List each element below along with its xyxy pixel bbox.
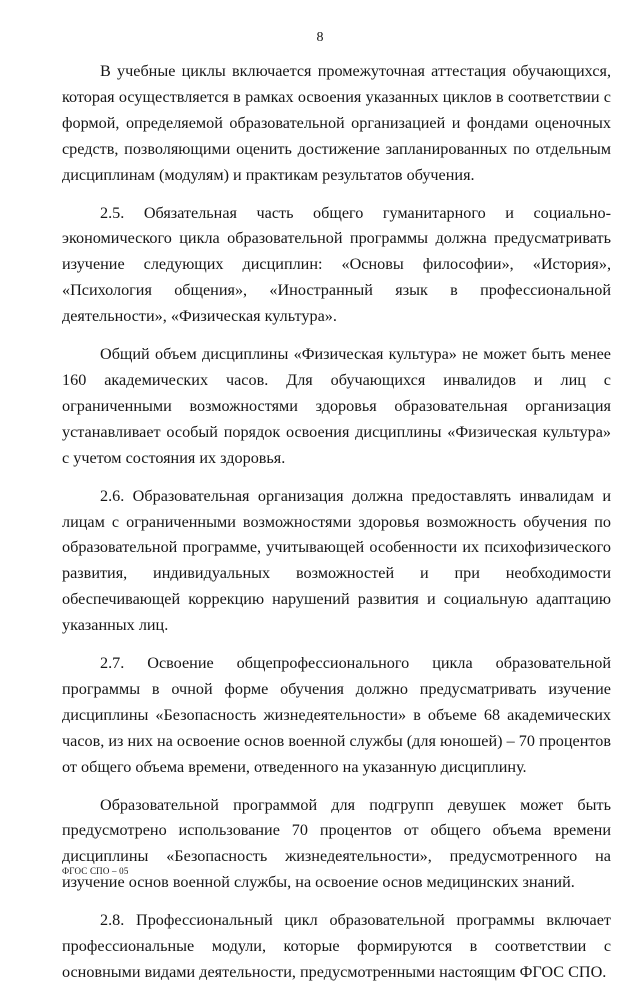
- paragraph-intermediate-attestation: В учебные циклы включается промежуточная аттестация обучающихся, которая осуществляется в рамках освоения указанных циклов в соответствии с формой, определяемой образовательной организацией и фондами оценочных средств, позволяющими оценить достижение запланированных по отдельным дисциплинам (модулям) и практикам результатов обучения.: [62, 62, 611, 184]
- paragraph-physical-culture-volume: Общий объем дисциплины «Физическая культура» не может быть менее 160 академических часов. Для обучающихся инвалидов и лиц с ограниченными возможностями здоровья образовательная организация устанавливает особый порядок освоения дисциплины «Физическая культура» с учетом состояния их здоровья.: [62, 345, 611, 467]
- paragraph-2-8: 2.8. Профессиональный цикл образовательной программы включает профессиональные модули, которые формируются в соответствии с основными видами деятельности, предусмотренными настоящим ФГОС СПО.: [62, 911, 611, 981]
- paragraph-2-6: 2.6. Образовательная организация должна предоставлять инвалидам и лицам с ограниченными возможностями здоровья возможность обучения по образовательной программе, учитывающей особенности их психофизического развития, индивидуальных возможностей и при необходимости обеспечивающей коррекцию нарушений развития и социальную адаптацию указанных лиц.: [62, 486, 611, 635]
- page-number: 8: [316, 30, 324, 45]
- paragraph-girls-subgroups: Образовательной программой для подгрупп девушек может быть предусмотрено использование 70 процентов от общего объема времени дисциплины «Безопасность жизнедеятельности», предусмотренного на изучение основ военной службы, на освоение основ медицинских знаний.: [62, 795, 611, 892]
- document-body: [62, 59, 611, 998]
- footer-document-code: ФГОС СПО – 05: [62, 866, 129, 876]
- paragraph-2-7: 2.7. Освоение общепрофессионального цикла образовательной программы в очной форме обучения должно предусматривать изучение дисциплины «Безопасность жизнедеятельности» в объеме 68 академических часов, из них на освоение основ военной службы (для юношей) – 70 процентов от общего объема времени, отведенного на указанную дисциплину.: [62, 654, 611, 776]
- paragraph-2-5: 2.5. Обязательная часть общего гуманитарного и социально-экономического цикла образовательной программы должна предусматривать изучение следующих дисциплин: «Основы философии», «История», «Психология общения», «Иностранный язык в профессиональной деятельности», «Физическая культура».: [62, 203, 611, 326]
